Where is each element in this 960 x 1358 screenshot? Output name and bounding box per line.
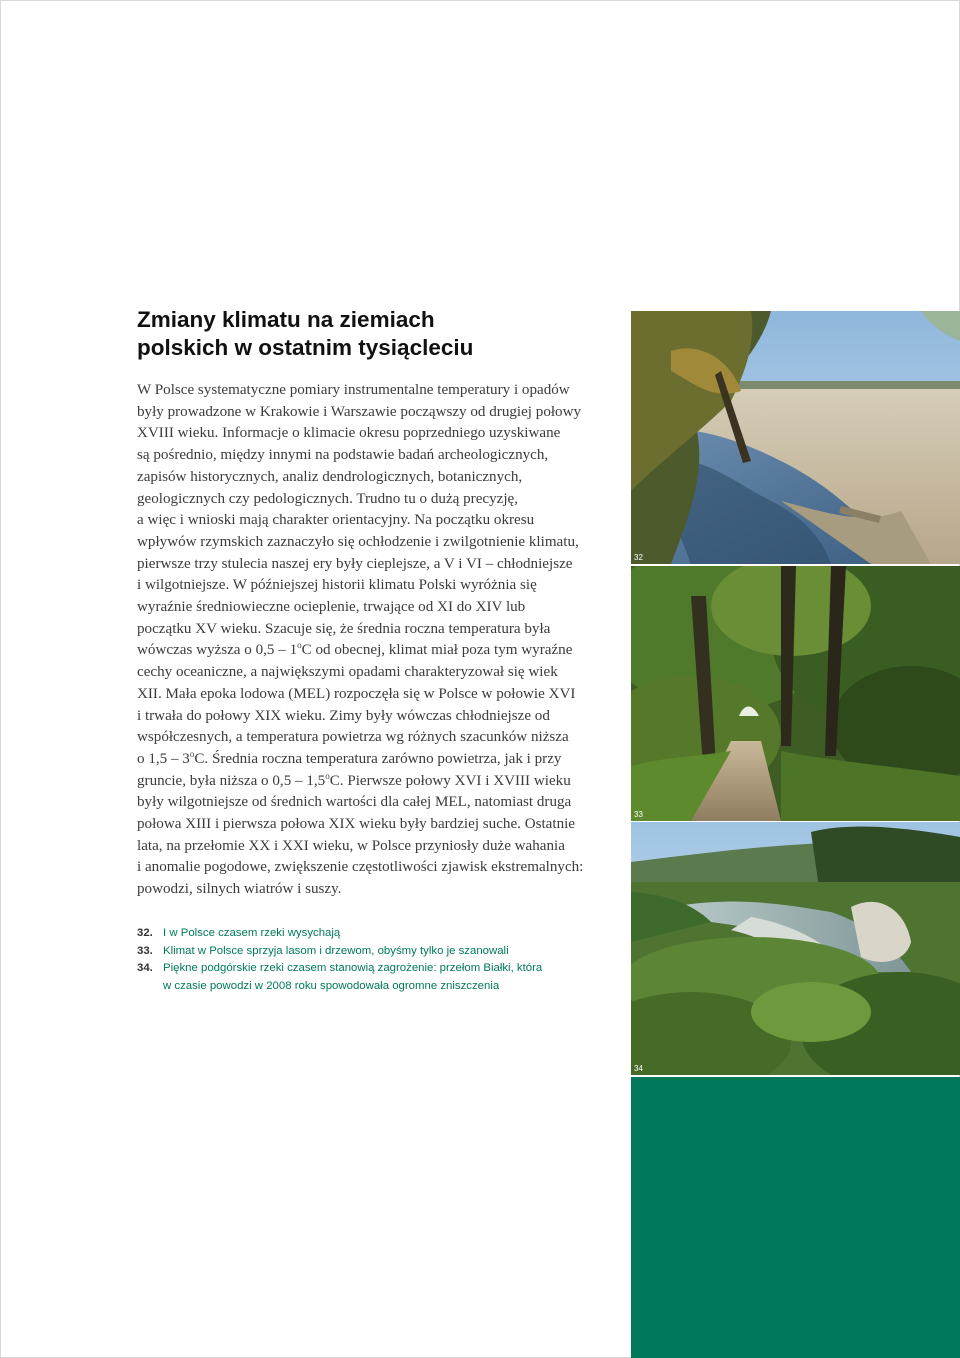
page-title <box>137 306 473 362</box>
body-line: były wilgotniejsze od średnich wartości dla całej MEL, natomiast druga <box>137 794 572 811</box>
body-line: początku XV wieku. Szacuje się, że średnia roczna temperatura była <box>137 620 551 637</box>
tree-road-image <box>631 566 960 821</box>
body-line: i wilgotniejsze. W późniejszej historii klimatu Polski wyróżnia się <box>137 577 537 594</box>
green-color-block <box>631 1077 960 1358</box>
caption-number: 33. <box>137 944 153 957</box>
body-line: o 1,5 – 3$^o$C. Średnia roczna temperatura zarówno powietrza, jak i przy <box>137 748 562 767</box>
body-line: współczesnych, a temperatura powietrza wg różnych szacunków niższa <box>137 729 569 746</box>
river-gorge-image <box>631 822 960 1075</box>
caption-33 <box>137 943 542 961</box>
body-line: i trwała do połowy XIX wieku. Zimy były wówczas chłodniejsze od <box>137 707 550 724</box>
body-line: wpływów rzymskich zaznaczyło się ochłodzenie i zwilgotnienie klimatu, <box>137 533 579 550</box>
dry-river-image <box>631 311 960 564</box>
body-line: lata, na przełomie XX i XXI wieku, w Polsce przyniosły duże wahania <box>137 837 565 854</box>
caption-number: 32. <box>137 927 153 939</box>
photo-river-gorge <box>631 822 960 1075</box>
body-line: były prowadzone w Krakowie i Warszawie począwszy od drugiej połowy <box>137 403 582 420</box>
body-line: wówczas wyższa o 0,5 – 1$^o$C od obecnej, klimat miał poza tym wyraźne <box>137 640 573 659</box>
body-line: XII. Mała epoka lodowa (MEL) rozpoczęła się w Polsce w połowie XVI <box>137 685 576 702</box>
body-line: XVIII wieku. Informacje o klimacie okresu poprzedniego uzyskiwane <box>137 425 561 442</box>
caption-32 <box>137 925 542 943</box>
body-line: geologicznych czy pedologicznych. Trudno tu o dużą precyzję, <box>137 490 518 507</box>
title-line: polskich w ostatnim tysiącleciu <box>137 335 474 360</box>
body-line: połowa XIII i pierwsza połowa XIX wieku były bardziej suche. Ostatnie <box>137 816 576 833</box>
photo-number: 33 <box>634 810 643 819</box>
caption-number: 34. <box>137 962 153 974</box>
body-line: pierwsze trzy stulecia naszej ery były cieplejsze, a V i VI – chłodniejsze <box>137 555 573 572</box>
caption-text: Piękne podgórskie rzeki czasem stanowią zagrożenie: przełom Białki, która w czasie powodzi w 2008 roku spowodowała ogromne zniszczenia <box>163 962 543 992</box>
body-line: cechy oceaniczne, a największymi opadami charakteryzował się wiek <box>137 664 558 681</box>
body-text <box>137 380 607 901</box>
body-line: są pośrednio, między innymi na podstawie badań archeologicznych, <box>137 447 549 464</box>
photo-dry-river <box>631 311 960 564</box>
photo-captions <box>137 925 542 995</box>
photo-number: 34 <box>634 1064 643 1073</box>
caption-text: Klimat w Polsce sprzyja lasom i drzewom, obyśmy tylko je szanowali <box>163 944 509 957</box>
photo-tree-road <box>631 566 960 821</box>
body-line: zapisów historycznych, analiz dendrologicznych, botanicznych, <box>137 468 523 485</box>
body-line: a więc i wnioski mają charakter orientacyjny. Na początku okresu <box>137 512 535 529</box>
caption-text: I w Polsce czasem rzeki wysychają <box>163 927 341 939</box>
body-line: gruncie, była niższa o 0,5 – 1,5$^o$C. Pierwsze połowy XVI i XVIII wieku <box>137 770 571 789</box>
body-line: powodzi, silnych wiatrów i suszy. <box>137 881 342 898</box>
body-line: i anomalie pogodowe, zwiększenie częstotliwości zjawisk ekstremalnych: <box>137 859 584 876</box>
title-line: Zmiany klimatu na ziemiach <box>137 307 435 332</box>
caption-34 <box>137 960 542 995</box>
body-line: wyraźnie średniowieczne ocieplenie, trwające od XI do XIV lub <box>137 599 526 616</box>
body-line: W Polsce systematyczne pomiary instrumentalne temperatury i opadów <box>137 382 570 398</box>
photo-number: 32 <box>634 553 643 562</box>
